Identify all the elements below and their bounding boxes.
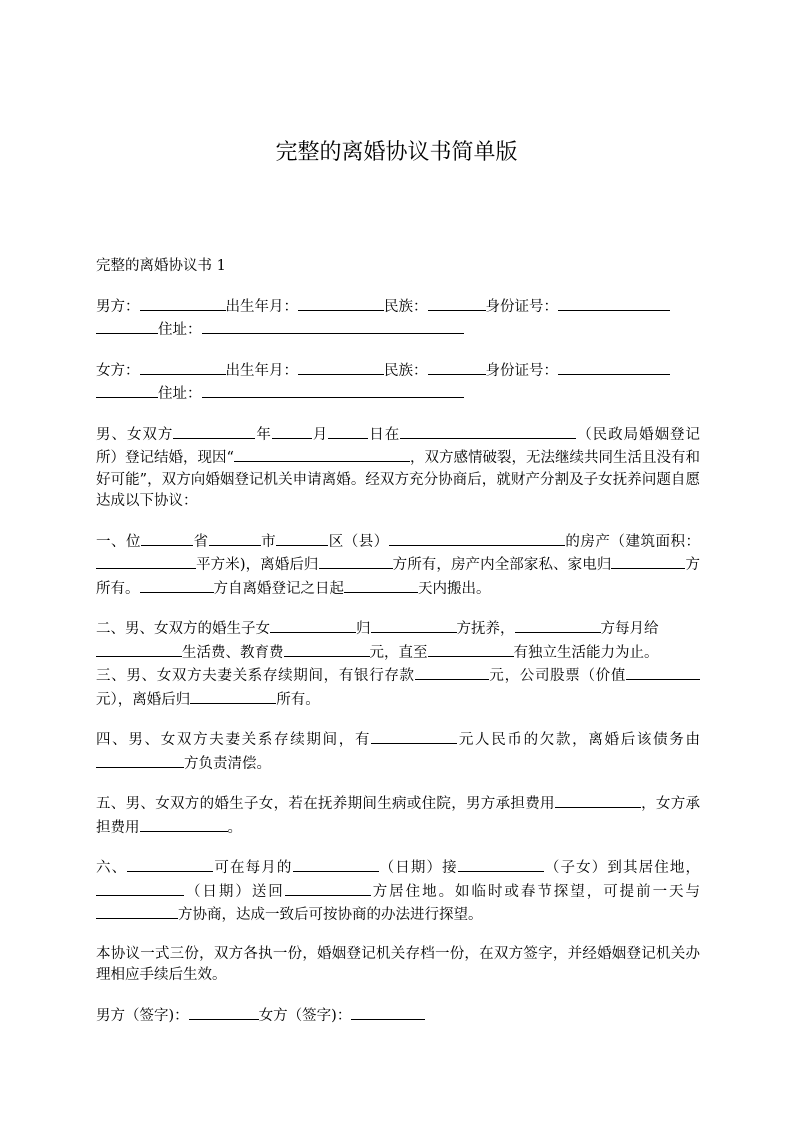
closing-paragraph: 本协议一式三份，双方各执一份，婚姻登记机关存档一份，在双方签字，并经婚姻登记机关办理相应手续后生效。 (96, 945, 700, 983)
male-birth-blank[interactable] (298, 295, 384, 311)
area-blank[interactable] (96, 553, 196, 569)
document-body (96, 256, 700, 1044)
female-medical-fee-blank[interactable] (140, 816, 228, 832)
male-info (96, 295, 700, 342)
debt-party-blank[interactable] (96, 752, 184, 768)
marriage-month-blank[interactable] (272, 423, 312, 439)
male-signature-blank[interactable] (189, 1004, 259, 1020)
document-title: 完整的离婚协议书简单版 (275, 140, 518, 165)
clause-text: 元，公司股票（价值 (488, 668, 627, 684)
visiting-party-blank[interactable] (127, 856, 213, 872)
property-owner-blank[interactable] (319, 553, 393, 569)
clause-text: 方负责清偿。 (184, 755, 271, 772)
clause-text: 可在每月的 (213, 860, 293, 876)
clause-text: （日期）接 (378, 860, 458, 876)
clause-text: 方所有。 (96, 557, 701, 597)
clause-6 (96, 856, 700, 927)
intro-text: 日在 (368, 426, 401, 443)
province-blank[interactable] (141, 530, 193, 546)
clause-text: 方居住地。如临时或春节探望，可提前一天与 (370, 883, 701, 900)
clause-text: 四、男、女双方夫妻关系存续期间，有 (96, 732, 372, 748)
clause-text: 六、 (96, 860, 128, 876)
clause-text: 方抚养， (456, 621, 515, 637)
female-birth-blank[interactable] (298, 359, 384, 375)
clause-text: 生活费、教育费 (182, 644, 284, 661)
clause-text: 归 (356, 621, 371, 637)
clause-text: 元），离婚后归 (96, 691, 191, 708)
male-label: 男方： (96, 298, 140, 315)
female-id-label: 身份证号： (485, 362, 558, 379)
female-name-blank[interactable] (140, 359, 226, 375)
male-medical-fee-blank[interactable] (555, 792, 641, 808)
clause-4 (96, 728, 700, 775)
male-signature-label: 男方（签字)： (96, 1007, 189, 1024)
male-address-label: 住址： (158, 322, 202, 338)
female-signature-label: 女方（签字)： (258, 1007, 352, 1024)
male-ethnic-blank[interactable] (428, 295, 486, 311)
female-ethnic-label: 民族： (384, 362, 428, 379)
female-id-blank[interactable] (558, 359, 670, 375)
clause-2 (96, 617, 700, 664)
clause-text: 天内搬出。 (418, 580, 491, 597)
signature-line (96, 1004, 700, 1028)
document-subtitle: 完整的离婚协议书 1 (96, 258, 226, 274)
female-address-label: 住址： (158, 386, 202, 402)
clause-text: 方所有，房产内全部家私、家电归 (392, 557, 612, 573)
property-address-blank[interactable] (389, 530, 565, 546)
clause-text: 的房产（建筑面积： (564, 533, 701, 550)
clause-text: 所有。 (276, 691, 320, 708)
moving-party-blank[interactable] (140, 577, 214, 593)
clause-text: 方自离婚登记之日起 (213, 580, 344, 597)
clause-text: 方每月给 (600, 621, 659, 637)
clause-text: 。 (227, 819, 242, 836)
child-name-blank[interactable] (270, 617, 356, 633)
intro-text: （民政局婚姻登记所）登记结婚，现因“ (96, 426, 701, 466)
furniture-owner-blank[interactable] (611, 553, 685, 569)
return-party-blank[interactable] (285, 880, 371, 896)
marriage-day-blank[interactable] (328, 423, 368, 439)
stock-value-blank[interactable] (626, 664, 700, 680)
male-id-blank[interactable] (558, 295, 670, 311)
male-id-label: 身份证号： (485, 298, 558, 315)
consult-party-blank[interactable] (96, 903, 178, 919)
intro-text: 男、女双方 (96, 426, 174, 443)
child-blank[interactable] (458, 856, 544, 872)
clause-text: 市 (260, 533, 277, 550)
registry-blank[interactable] (400, 423, 576, 439)
moving-days-blank[interactable] (344, 577, 418, 593)
male-id-blank-cont[interactable] (96, 318, 158, 334)
clause-text: 方协商，达成一致后可按协商的办法进行探望。 (178, 907, 483, 923)
clause-text: 三、男、女双方夫妻关系存续期间，有银行存款 (96, 668, 415, 684)
marriage-year-blank[interactable] (173, 423, 255, 439)
female-label: 女方： (96, 362, 140, 379)
clause-text: （日期）送回 (184, 883, 285, 900)
male-birth-label: 出生年月： (225, 298, 298, 315)
clause-text: ，女方承担费用 (96, 796, 700, 836)
city-blank[interactable] (209, 530, 261, 546)
female-id-blank-cont[interactable] (96, 382, 158, 398)
clause-text: 元人民币的欠款，离婚后该债务由 (457, 732, 700, 748)
divorce-reason-blank[interactable] (234, 446, 410, 462)
clause-3 (96, 664, 700, 711)
debt-amount-blank[interactable] (371, 728, 457, 744)
female-info (96, 359, 700, 406)
support-amount-blank[interactable] (284, 641, 370, 657)
district-blank[interactable] (276, 530, 328, 546)
female-birth-label: 出生年月： (225, 362, 298, 379)
clause-text: 省 (193, 533, 209, 550)
clause-1 (96, 530, 700, 601)
male-address-blank[interactable] (202, 318, 464, 334)
clause-text: 有独立生活能力为止。 (513, 644, 659, 661)
female-signature-blank[interactable] (351, 1004, 425, 1020)
custody-party-blank[interactable] (371, 617, 457, 633)
intro-paragraph (96, 423, 700, 513)
intro-text: 年 (255, 426, 272, 443)
pickup-date-blank[interactable] (293, 856, 379, 872)
deposit-amount-blank[interactable] (415, 664, 489, 680)
clause-text: 元，直至 (369, 644, 428, 661)
clause-text: 五、男、女双方的婚生子女，若在抚养期间生病或住院，男方承担费用 (96, 796, 555, 812)
male-ethnic-label: 民族： (384, 298, 428, 315)
clause-5 (96, 792, 700, 839)
intro-text: 月 (311, 426, 329, 443)
clause-text: 区（县） (328, 533, 389, 550)
payee-blank[interactable] (96, 641, 182, 657)
female-ethnic-blank[interactable] (428, 359, 486, 375)
support-until-blank[interactable] (428, 641, 514, 657)
intro-text: ，双方感情破裂，无法继续共同生活且没有和好可能”，双方向婚姻登记机关申请离婚。经双方充分协商后，就财产分割及子女抚养问题自愿达成以下协议： (96, 450, 700, 509)
return-date-blank[interactable] (96, 880, 184, 896)
clause-text: 平方米)，离婚后归 (196, 557, 319, 573)
clause-text: 一、位 (96, 533, 142, 550)
female-address-blank[interactable] (202, 382, 464, 398)
clause-text: （子女）到其居住地， (543, 860, 700, 876)
male-name-blank[interactable] (140, 295, 226, 311)
asset-owner-blank[interactable] (190, 688, 276, 704)
paying-party-blank[interactable] (515, 617, 601, 633)
clause-text: 二、男、女双方的婚生子女 (96, 621, 270, 637)
